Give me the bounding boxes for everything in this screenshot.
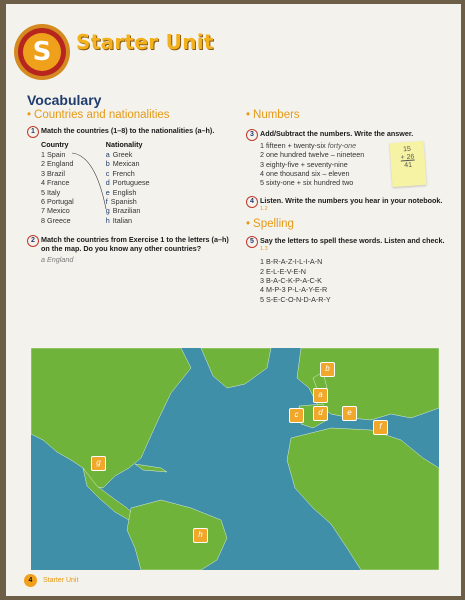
page-number: 4 [24, 574, 37, 587]
exercise-number: 5 [246, 236, 258, 248]
nationality-column [106, 140, 150, 225]
country-header: Country [41, 140, 69, 149]
nationality-item: g Brazilian [105, 206, 141, 216]
unit-header [6, 4, 461, 82]
nationality-item: h Italian [105, 215, 132, 225]
spelling-item: 3 B-A-C-K-P-A-C-K [260, 276, 322, 286]
spelling-item: 5 S-E-C-O-N-D-A-R-Y [260, 294, 331, 304]
unit-title: Starter Unit [76, 30, 214, 54]
world-map [31, 348, 439, 570]
nationality-item: c French [105, 168, 135, 178]
map-marker: h [193, 528, 208, 543]
spelling-list [246, 257, 456, 303]
exercise-5 [246, 236, 456, 254]
matching-columns [27, 140, 237, 225]
south-america [127, 500, 227, 570]
country-item: 1 Spain [41, 150, 66, 159]
exercise-2 [27, 235, 237, 253]
exercise-1 [27, 126, 237, 135]
exercise-instruction: Say the letters to spell these words. Listen and check. [260, 236, 445, 246]
country-item: 7 Mexico [41, 206, 70, 216]
vocabulary-section [27, 92, 237, 264]
audio-track: 1.2 [260, 206, 268, 213]
audio-track: 1.3 [260, 246, 268, 253]
country-item: 4 France [41, 178, 70, 188]
numbers-subtitle: • Numbers [246, 109, 300, 121]
spelling-item: 1 B-R-A-Z-I-L-I-A-N [260, 257, 323, 267]
country-item: 6 Portugal [41, 197, 74, 207]
spelling-item: 2 E-L-E-V-E-N [260, 266, 306, 276]
map-marker: f [373, 420, 388, 435]
match-line [70, 149, 110, 219]
exercise-instruction: Match the countries from Exercise 1 to the letters (a–h) on the map. Do you know any other countries? [41, 235, 229, 254]
map-marker: d [313, 406, 328, 421]
vocabulary-subtitle: • Countries and nationalities [27, 109, 170, 121]
sum-item: 1 fifteen + twenty-six forty-one [260, 141, 357, 150]
nationality-item: a Greek [105, 150, 133, 159]
country-item: 2 England [41, 159, 74, 169]
cuba [135, 464, 167, 472]
spelling-subtitle: • Spelling [246, 218, 294, 231]
exercise-instruction: Match the countries (1–8) to the nationalities (a–h). [41, 126, 215, 135]
exercise-number: 3 [246, 129, 258, 141]
sum-item: 5 sixty-one + six hundred two [260, 178, 354, 188]
exercise-number: 2 [27, 235, 39, 247]
map-marker: e [342, 406, 357, 421]
map-marker: a [313, 388, 328, 403]
exercise-instruction: Add/Subtract the numbers. Write the answer. [260, 129, 414, 138]
country-item: 3 Brazil [41, 168, 65, 178]
bullet-icon: • [27, 109, 32, 121]
country-item: 5 Italy [41, 187, 61, 197]
footer-label: Starter Unit [43, 577, 79, 584]
example-answer: a England [41, 255, 74, 265]
nationality-item: e English [105, 187, 137, 197]
numbers-section [246, 108, 456, 304]
country-item: 8 Greece [41, 215, 71, 225]
nationality-item: d Portuguese [105, 178, 150, 188]
map-marker: g [91, 456, 106, 471]
map-marker: c [289, 408, 304, 423]
north-america [31, 348, 191, 488]
exercise-3 [246, 129, 456, 138]
vocabulary-title: Vocabulary [27, 92, 102, 108]
sum-item: 2 one hundred twelve – nineteen [260, 150, 365, 160]
textbook-page [6, 4, 461, 596]
page-footer [24, 574, 78, 587]
africa [287, 428, 439, 570]
exercise-4 [246, 196, 456, 214]
nationality-header: Nationality [105, 140, 143, 149]
exercise-number: 4 [246, 196, 258, 208]
unit-logo-letter: S [23, 33, 61, 71]
exercise-instruction: Listen. Write the numbers you hear in your notebook. [260, 196, 443, 206]
sticky-note: 15 + 26 41 [390, 141, 427, 187]
bullet-icon: • [246, 218, 251, 231]
exercise-number: 1 [27, 126, 39, 138]
sum-item: 4 one thousand six – eleven [260, 168, 350, 178]
bullet-icon: • [246, 109, 251, 121]
nationality-item: f Spanish [105, 197, 137, 207]
nationality-item: b Mexican [105, 159, 140, 169]
greenland [201, 348, 271, 388]
spelling-item: 4 M-P-3 P-L-A-Y-E-R [260, 285, 328, 295]
sum-item: 3 eighty-five + seventy-nine [260, 159, 348, 169]
map-marker: b [320, 362, 335, 377]
